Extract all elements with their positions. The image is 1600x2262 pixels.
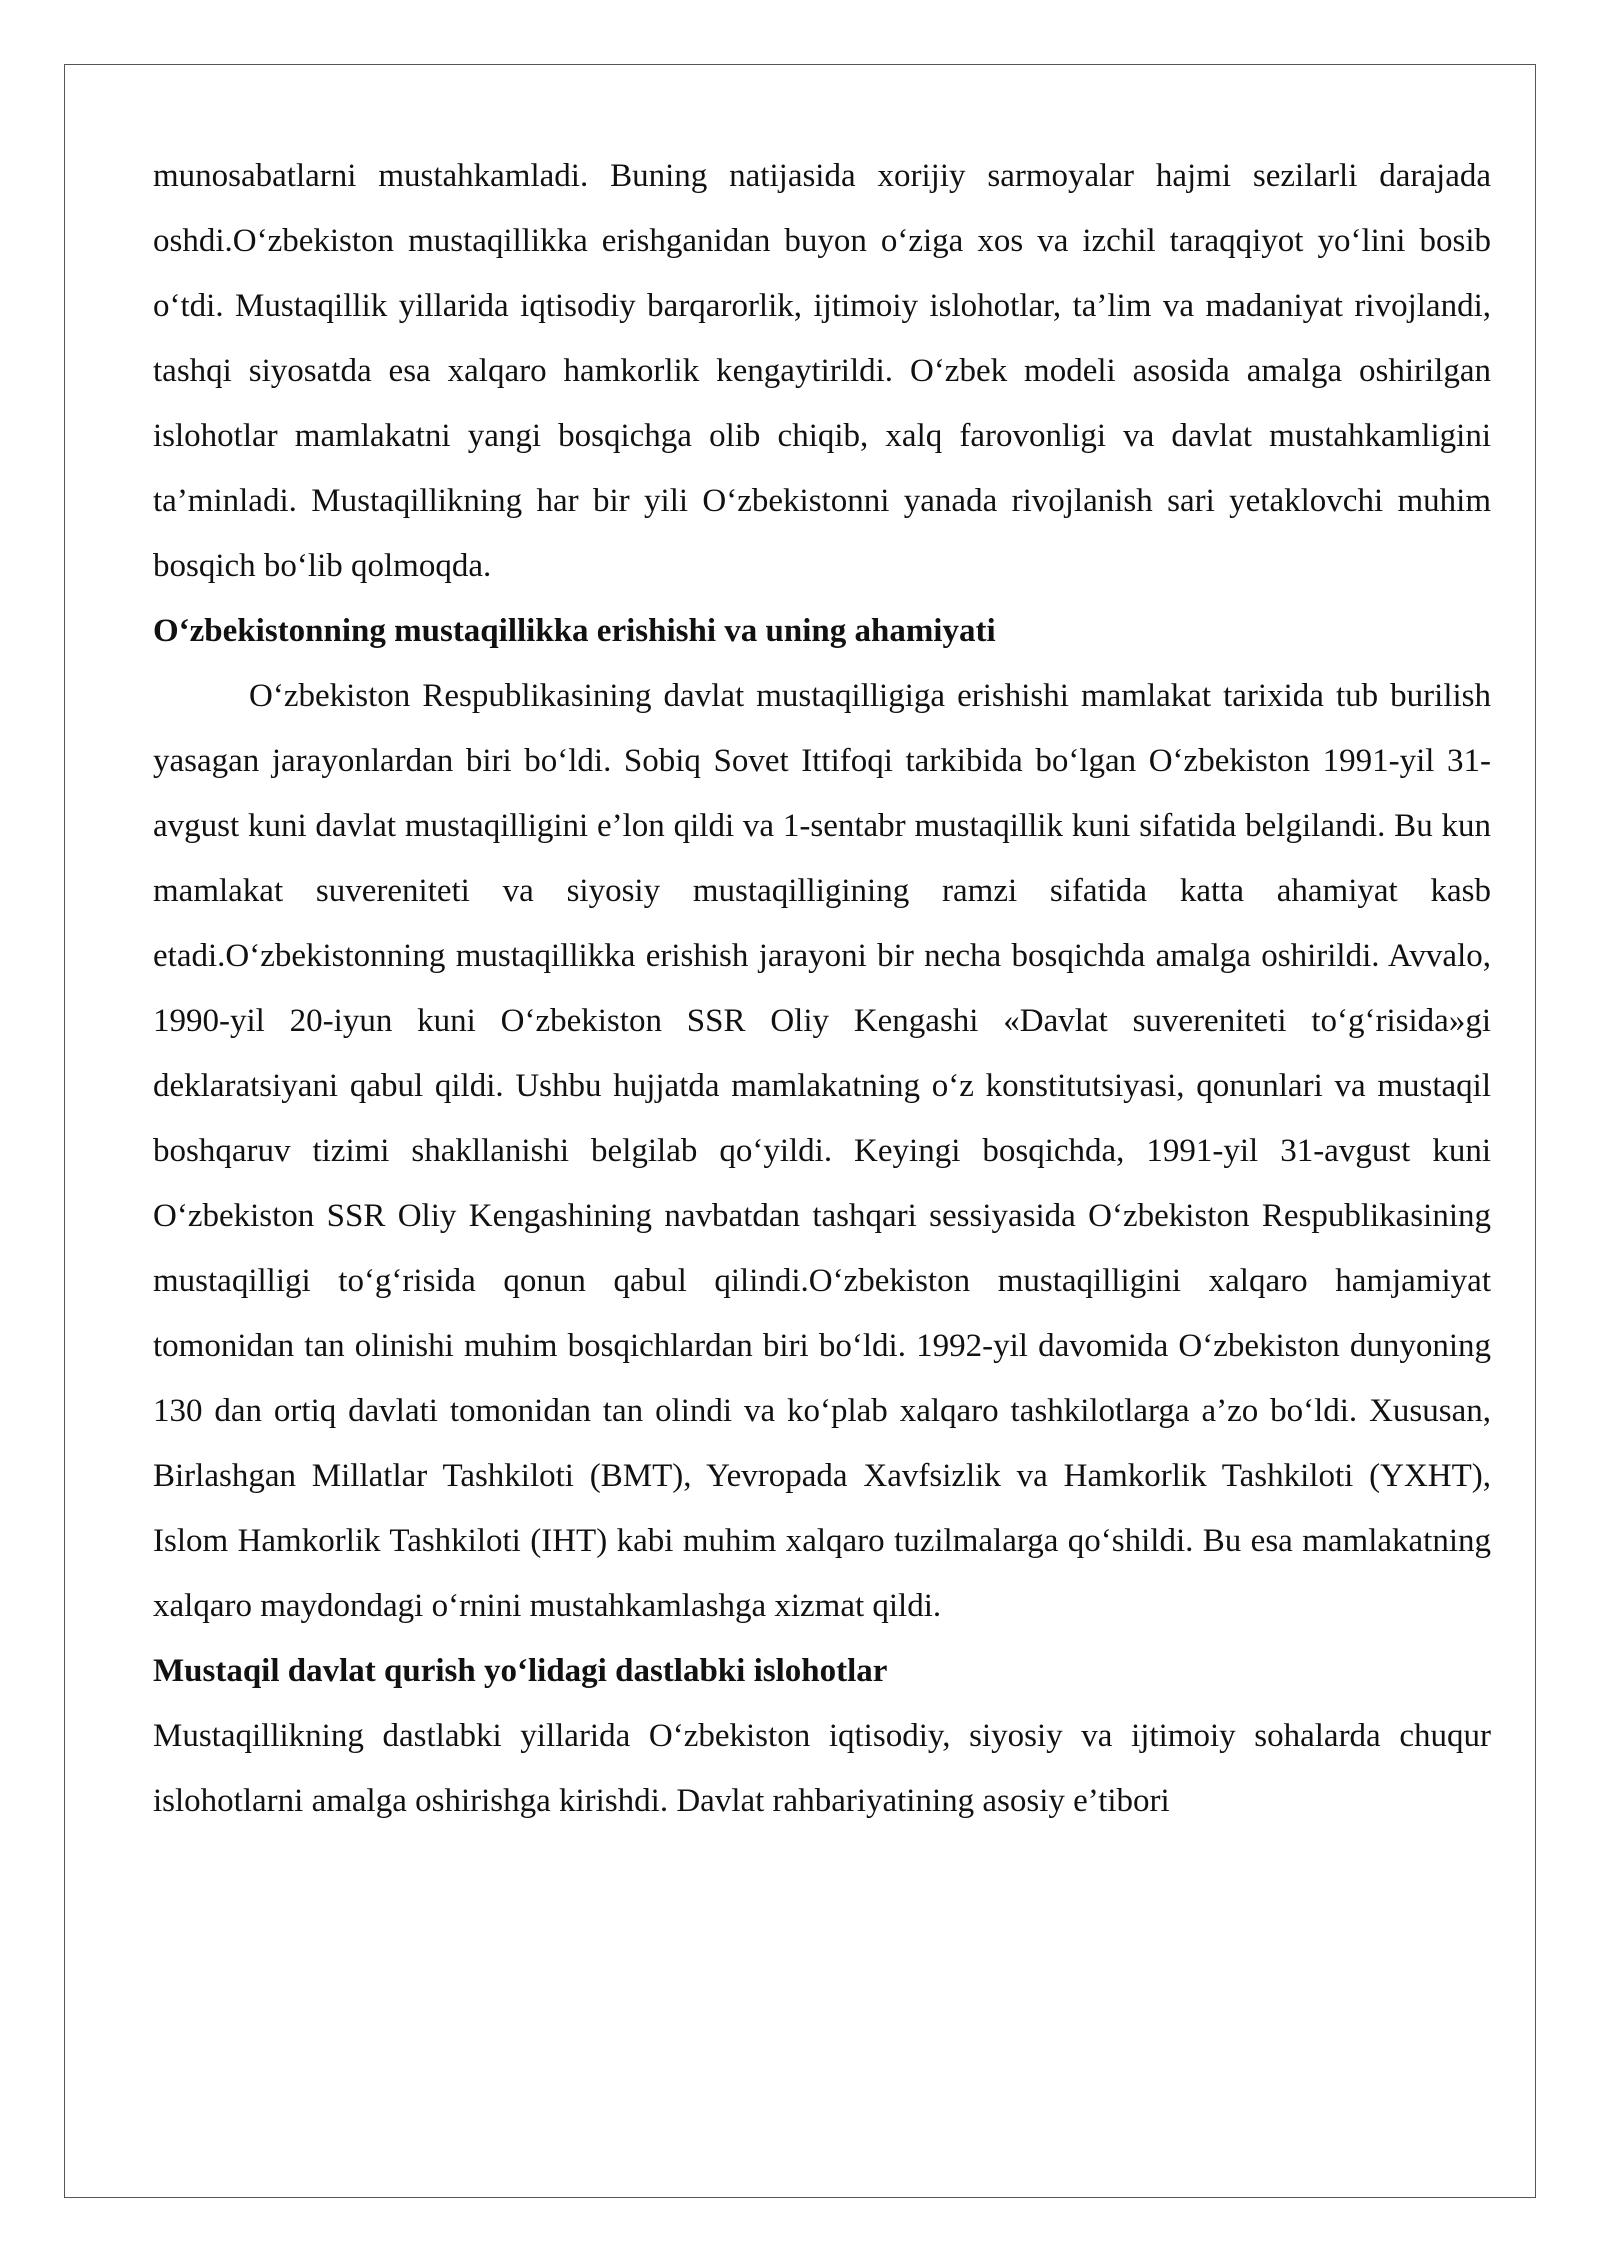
paragraph-reforms: Mustaqillikning dastlabki yillarida O‘zbekiston iqtisodiy, siyosiy va ijtimoiy sohalarda chuqur islohotlarni amalga oshirishga kirishdi. Davlat rahbariyatining asosiy e’tibori [153,1718,1491,1819]
paragraph-independence: O‘zbekiston Respublikasining davlat mustaqilligiga erishishi mamlakat tarixida tub burilish yasagan jarayonlardan biri bo‘ldi. Sobiq Sovet Ittifoqi tarkibida bo‘lgan O‘zbekiston 1991-yil 31-avgust kuni davlat mustaqilligini e’lon qildi va 1-sentabr mustaqillik kuni sifatida belgilandi. Bu kun mamlakat suvereniteti va siyosiy mustaqilligining ramzi sifatida katta ahamiyat kasb etadi.O‘zbekistonning mustaqillikka erishish jarayoni bir necha bosqichda amalga oshirildi. Avvalo, 1990-yil 20-iyun kuni O‘zbekiston SSR Oliy Kengashi «Davlat suvereniteti to‘g‘risida»gi deklaratsiyani qabul qildi. Ushbu hujjatda mamlakatning o‘z konstitutsiyasi, qonunlari va mustaqil boshqaruv tizimi shakllanishi belgilab qo‘yildi. Keyingi bosqichda, 1991-yil 31-avgust kuni O‘zbekiston SSR Oliy Kengashining navbatdan tashqari sessiyasida O‘zbekiston Respublikasining mustaqilligi to‘g‘risida qonun qabul qilindi.O‘zbekiston mustaqilligini xalqaro hamjamiyat tomonidan tan olinishi muhim bosqichlardan biri bo‘ldi. 1992-yil davomida O‘zbekiston dunyoning 130 dan ortiq davlati tomonidan tan olindi va ko‘plab xalqaro tashkilotlarga a’zo bo‘ldi. Xususan, Birlashgan Millatlar Tashkiloti (BMT), Yevropada Xavfsizlik va Hamkorlik Tashkiloti (YXHT), Islom Hamkorlik Tashkiloti (IHT) kabi muhim xalqaro tuzilmalarga qo‘shildi. Bu esa mamlakatning xalqaro maydondagi o‘rnini mustahkamlashga xizmat qildi. [153,678,1491,1624]
section-heading-independence: O‘zbekistonning mustaqillikka erishishi va uning ahamiyati [153,613,996,649]
document-body [153,144,1491,1834]
paragraph-intro: munosabatlarni mustahkamladi. Buning natijasida xorijiy sarmoyalar hajmi sezilarli darajada oshdi.O‘zbekiston mustaqillikka erishganidan buyon o‘ziga xos va izchil taraqqiyot yo‘lini bosib o‘tdi. Mustaqillik yillarida iqtisodiy barqarorlik, ijtimoiy islohotlar, ta’lim va madaniyat rivojlandi, tashqi siyosatda esa xalqaro hamkorlik kengaytirildi. O‘zbek modeli asosida amalga oshirilgan islohotlar mamlakatni yangi bosqichga olib chiqib, xalq farovonligi va davlat mustahkamligini ta’minladi. Mustaqillikning har bir yili O‘zbekistonni yanada rivojlanish sari yetaklovchi muhim bosqich bo‘lib qolmoqda. [153,158,1491,584]
section-heading-reforms: Mustaqil davlat qurish yo‘lidagi dastlabki islohotlar [153,1653,888,1689]
